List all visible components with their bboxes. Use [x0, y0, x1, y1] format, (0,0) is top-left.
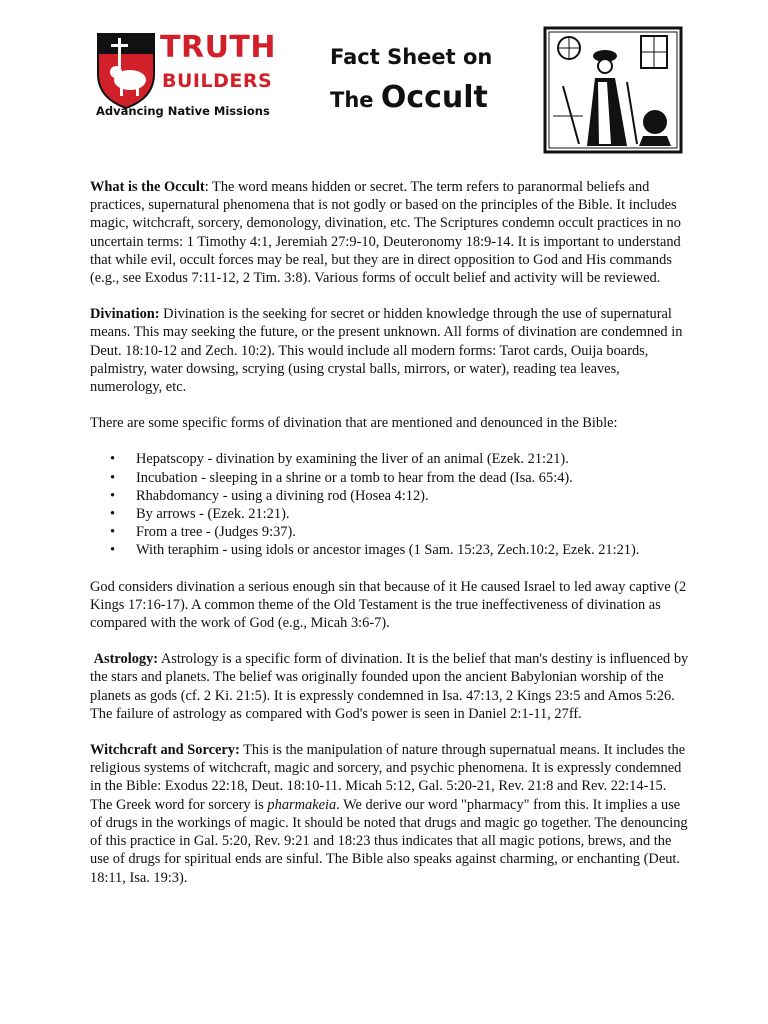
list-item: • Rhabdomancy - using a divining rod (Hosea 4:12).: [136, 487, 690, 505]
list-item: • From a tree - (Judges 9:37).: [136, 523, 690, 541]
title-line-1: Fact Sheet on: [330, 45, 493, 69]
divination-forms-list: [90, 450, 690, 559]
truth-builders-logo: [96, 30, 276, 122]
logo-tagline: Advancing Native Missions: [96, 104, 270, 118]
paragraph-astrology: [90, 650, 690, 723]
text-witchcraft-a: This is the manipulation of nature through supernatual means. It includes the religious systems of witchcraft, magic and sorcery, and psychic phenomena. It is expressly condemned in the Bible: Exodus 22:18, Deut. 18:10-11. Micah 5:12, Gal. 5:20-21, Rev. 21:8 and Rev. 22:14-15. The Greek word for sorcery is: [90, 742, 686, 813]
text-divination: Divination is the seeking for secret or hidden knowledge through the use of supernatural means. This may seeking the future, or the present unknown. All forms of divination are condemned in Deut. 18:10-12 and Zech. 10:2). This would include all modern forms: Tarot cards, Ouija boards, palmistry, water dowsing, scrying (using crystal balls, mirrors, or water), reading tea leaves, numerology, etc.: [90, 306, 683, 396]
logo-title: TRUTH: [160, 30, 276, 65]
list-item: • Hepatscopy - divination by examining the liver of an animal (Ezek. 21:21).: [136, 450, 690, 468]
text-what-is-occult: : The word means hidden or secret. The term refers to paranormal beliefs and practices, supernatural phenomena that is not godly or based on the principles of the Bible. It includes magic, witchcraft, sorcery, demonology, divination, etc. The Scriptures condemn occult practices in no uncertain terms: 1 Timothy 4:1, Jeremiah 27:9-10, Deuteronomy 18:9-14. It is important to understand that while evil, occult forces may be real, but they are in direct opposition to God and His commands (e.g., see Exodus 7:11-12, 2 Tim. 3:8). Various forms of occult belief and activity will be reviewed.: [90, 179, 681, 287]
heading-witchcraft: Witchcraft and Sorcery:: [90, 742, 240, 759]
list-item: • With teraphim - using idols or ancestor images (1 Sam. 15:23, Zech.10:2, Ezek. 21:21).: [136, 541, 690, 559]
paragraph-intro-list: There are some specific forms of divination that are mentioned and denounced in the Bible:: [90, 415, 618, 432]
text-witchcraft-b: . We derive our word "pharmacy" from this. It implies a use of drugs in the workings of magic. It should be noted that drugs and magic go together. The denouncing of this practice in Gal. 5:20, Rev. 9:21 and 18:23 thus indicates that all magic potions, brews, and the use of drugs for spiritual ends are sinful. The Bible also speaks against charming, or enchanting (Deut. 18:11, Isa. 19:3).: [90, 796, 688, 886]
title-word-occult: Occult: [380, 80, 488, 115]
document-body: [90, 178, 690, 905]
paragraph-what-is-occult: [90, 178, 690, 287]
text-astrology: Astrology is a specific form of divination. It is the belief that man's destiny is influenced by the stars and planets. The belief was originally founded upon the ancient Babylonian worship of the planets as gods (cf. 2 Ki. 21:5). It is expressly condemned in Isa. 47:13, 2 Kings 23:5 and Amos 5:26. The failure of astrology as compared with God's power is seen in Daniel 2:1-11, 27ff.: [90, 651, 689, 722]
list-item: • By arrows - (Ezek. 21:21).: [136, 505, 690, 523]
paragraph-witchcraft: [90, 741, 690, 887]
woodcut-illustration: [543, 26, 683, 154]
logo-subtitle: BUILDERS: [162, 70, 273, 92]
heading-what-is-occult: What is the Occult: [90, 179, 205, 195]
shield-lamb-icon: [96, 30, 156, 110]
title-word-the: The: [330, 88, 374, 112]
list-item: • Incubation - sleeping in a shrine or a tomb to hear from the dead (Isa. 65:4).: [136, 469, 690, 487]
paragraph-god-considers: God considers divination a serious enough sin that because of it He caused Israel to led away captive (2 Kings 17:16-17). A common theme of the Old Testament is the true ineffectiveness of divination as compared with the work of God (e.g., Micah 3:6-7).: [90, 578, 687, 632]
heading-astrology: Astrology:: [93, 651, 159, 668]
title-line-2: [330, 80, 488, 115]
paragraph-divination: [90, 305, 690, 396]
document-header: [0, 0, 768, 160]
text-pharmakeia: pharmakeia: [267, 796, 337, 813]
heading-divination: Divination:: [90, 306, 160, 323]
